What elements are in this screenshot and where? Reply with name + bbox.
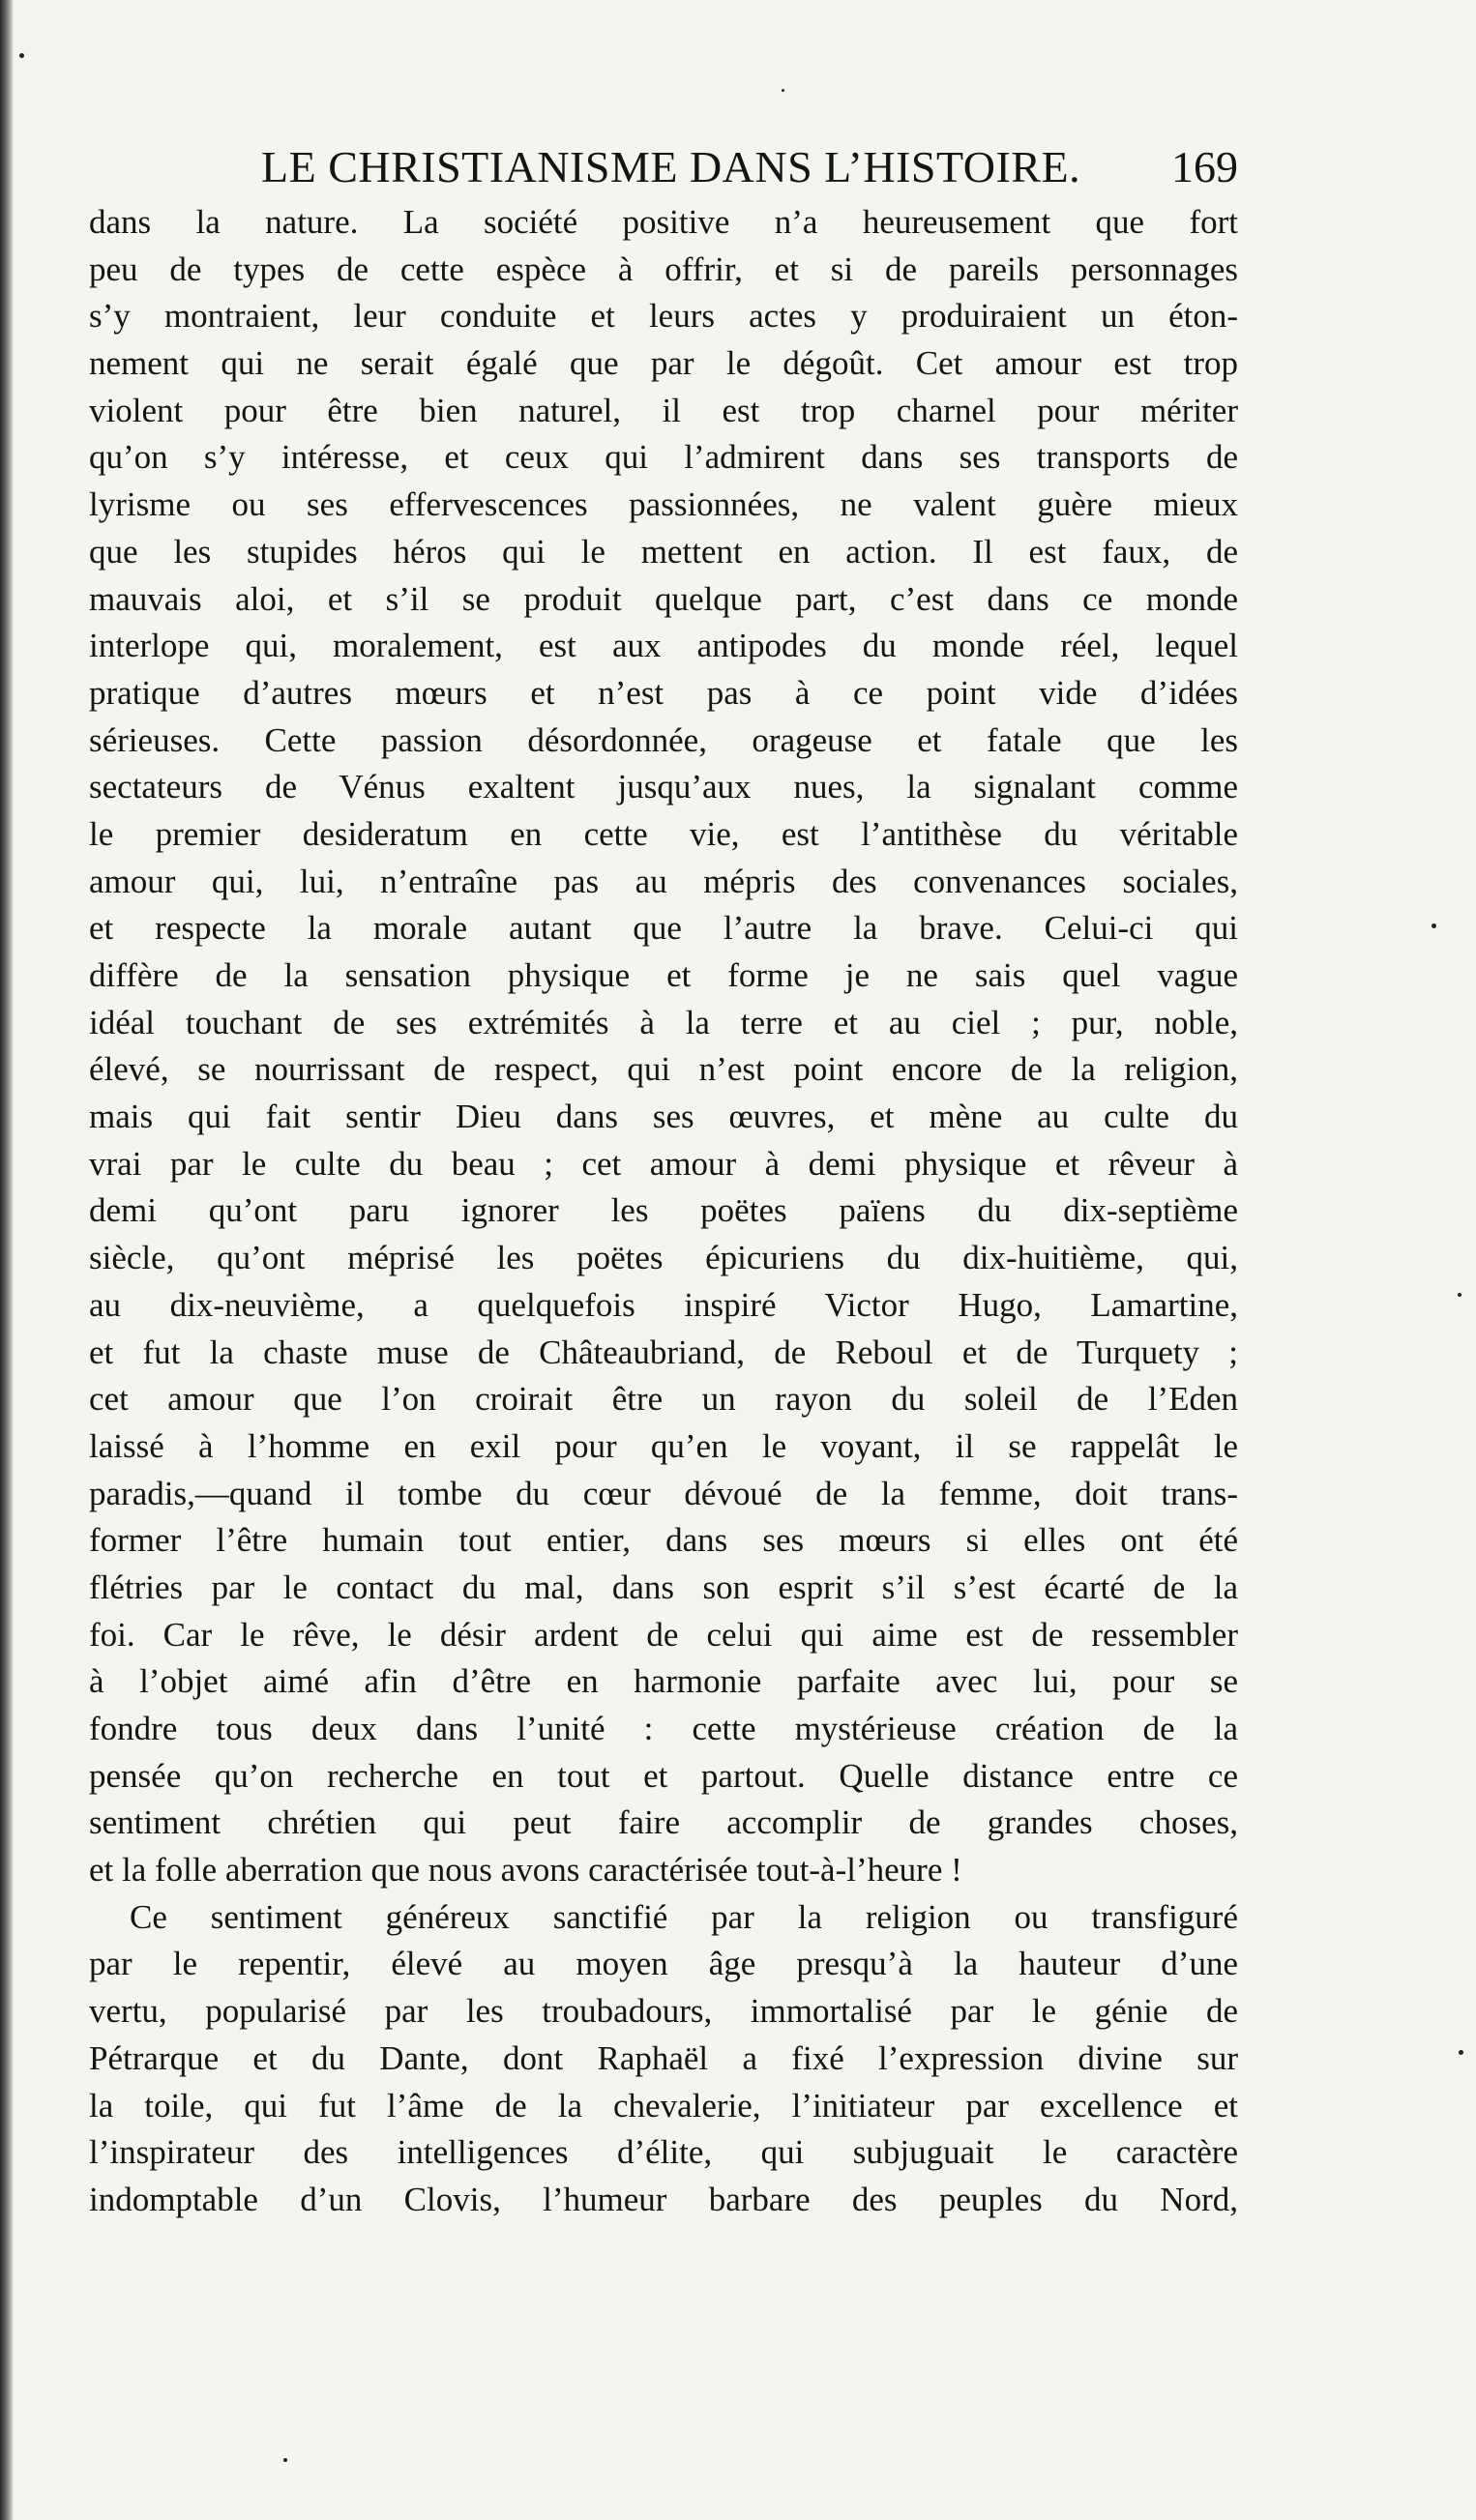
text-line: élevé, se nourrissant de respect, qui n’est point encore de la religion, <box>89 1050 1238 1089</box>
text-line: vertu, popularisé par les troubadours, immortalisé par le génie de <box>89 1992 1238 2031</box>
text-line: fondre tous deux dans l’unité : cette mystérieuse création de la <box>89 1710 1238 1747</box>
text-line: mauvais aloi, et s’il se produit quelque part, c’est dans ce monde <box>89 579 1238 618</box>
text-line: Pétrarque et du Dante, dont Raphaël a fixé l’expression divine sur <box>89 2038 1238 2077</box>
page-speck <box>1432 923 1436 928</box>
page-header <box>261 141 1238 203</box>
text-line: qu’on s’y intéresse, et ceux qui l’admirent dans ses transports de <box>89 438 1238 477</box>
text-line: pensée qu’on recherche en tout et partout. Quelle distance entre ce <box>89 1756 1238 1795</box>
text-line: laissé à l’homme en exil pour qu’en le voyant, il se rappelât le <box>89 1426 1238 1465</box>
text-line: l’inspirateur des intelligences d’élite, qui subjuguait le caractère <box>89 2133 1238 2172</box>
page-speck <box>1459 2050 1463 2055</box>
text-line: la toile, qui fut l’âme de la chevalerie, l’initiateur par excellence et <box>89 2086 1238 2124</box>
text-line: foi. Car le rêve, le désir ardent de celui qui aime est de ressembler <box>89 1615 1238 1654</box>
body-text <box>89 199 1238 2224</box>
running-head: LE CHRISTIANISME DANS L’HISTOIRE. <box>261 142 1081 191</box>
page-number: 169 <box>1171 142 1238 191</box>
text-line: demi qu’ont paru ignorer les poëtes païens du dix-septième <box>89 1191 1238 1230</box>
text-line: sectateurs de Vénus exaltent jusqu’aux nues, la signalant comme <box>89 768 1238 806</box>
text-line: dans la nature. La société positive n’a heureusement que fort <box>89 203 1238 241</box>
text-line: par le repentir, élevé au moyen âge presqu’à la hauteur d’une <box>89 1945 1238 1983</box>
text-line: que les stupides héros qui le mettent en action. Il est faux, de <box>89 532 1238 571</box>
text-line: nement qui ne serait égalé que par le dégoût. Cet amour est trop <box>89 344 1238 383</box>
text-line: mais qui fait sentir Dieu dans ses œuvres, et mène au culte du <box>89 1098 1238 1136</box>
page-speck <box>782 89 784 92</box>
text-line: siècle, qu’ont méprisé les poëtes épicuriens du dix-huitième, qui, <box>89 1239 1238 1277</box>
text-line: paradis,—quand il tombe du cœur dévoué de la femme, doit trans- <box>89 1474 1238 1512</box>
text-line: vrai par le culte du beau ; cet amour à demi physique et rêveur à <box>89 1144 1238 1183</box>
text-line: former l’être humain tout entier, dans ses mœurs si elles ont été <box>89 1521 1238 1560</box>
text-line: lyrisme ou ses effervescences passionnées, ne valent guère mieux <box>89 485 1238 524</box>
text-line: Ce sentiment généreux sanctifié par la religion ou transfiguré <box>130 1897 1238 1936</box>
text-line: idéal touchant de ses extrémités à la terre et au ciel ; pur, noble, <box>89 1003 1238 1041</box>
text-line: cet amour que l’on croirait être un rayon du soleil de l’Eden <box>89 1380 1238 1419</box>
page-speck <box>283 2458 287 2462</box>
text-line: interlope qui, moralement, est aux antipodes du monde réel, lequel <box>89 627 1238 665</box>
text-line: sérieuses. Cette passion désordonnée, orageuse et fatale que les <box>89 720 1238 759</box>
text-line: au dix-neuvième, a quelquefois inspiré Victor Hugo, Lamartine, <box>89 1285 1238 1324</box>
text-line: à l’objet aimé afin d’être en harmonie parfaite avec lui, pour se <box>89 1662 1238 1701</box>
page-speck <box>19 53 24 58</box>
text-line: et la folle aberration que nous avons caractérisée tout-à-l’heure ! <box>89 1851 962 1890</box>
page-speck <box>1458 1293 1461 1297</box>
text-line: violent pour être bien naturel, il est trop charnel pour mériter <box>89 391 1238 429</box>
text-line: amour qui, lui, n’entraîne pas au mépris des convenances sociales, <box>89 862 1238 900</box>
page-binding-edge <box>0 0 14 2520</box>
text-line: le premier desideratum en cette vie, est l’antithèse du véritable <box>89 814 1238 853</box>
text-line: pratique d’autres mœurs et n’est pas à ce point vide d’idées <box>89 673 1238 712</box>
text-line: indomptable d’un Clovis, l’humeur barbare des peuples du Nord, <box>89 2180 1238 2218</box>
text-line: s’y montraient, leur conduite et leurs actes y produiraient un éton- <box>89 297 1238 336</box>
text-line: sentiment chrétien qui peut faire accomplir de grandes choses, <box>89 1803 1238 1842</box>
text-line: flétries par le contact du mal, dans son esprit s’il s’est écarté de la <box>89 1568 1238 1606</box>
text-line: peu de types de cette espèce à offrir, et si de pareils personnages <box>89 249 1238 288</box>
text-line: et respecte la morale autant que l’autre la brave. Celui-ci qui <box>89 909 1238 948</box>
text-line: diffère de la sensation physique et forme je ne sais quel vague <box>89 956 1238 994</box>
text-line: et fut la chaste muse de Châteaubriand, de Reboul et de Turquety ; <box>89 1333 1238 1371</box>
